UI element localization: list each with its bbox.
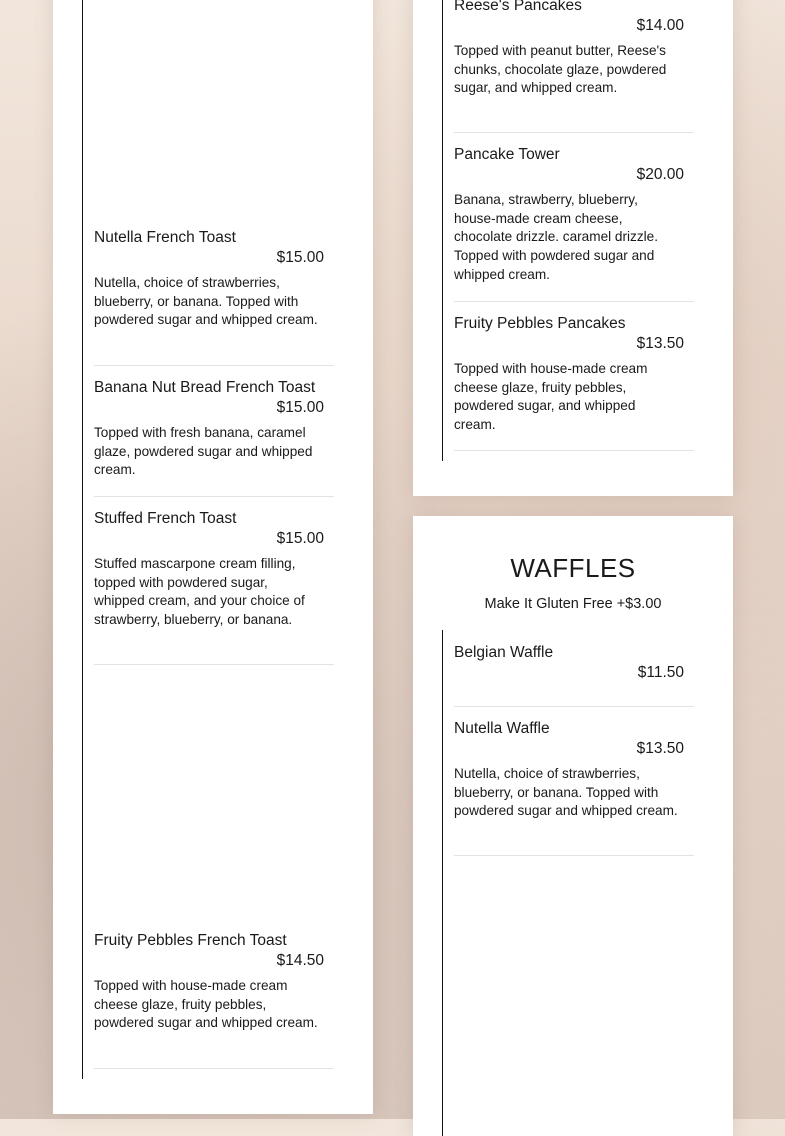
item-price: $14.00 bbox=[636, 17, 684, 34]
item-price: $15.00 bbox=[276, 399, 324, 416]
section-title: WAFFLES bbox=[510, 553, 636, 583]
item-description: Topped with peanut butter, Reese's chunks, chocolate glaze, powdered sugar, and whipped cream. bbox=[454, 43, 667, 96]
column-divider bbox=[442, 0, 443, 461]
item-name: Fruity Pebbles French Toast bbox=[94, 932, 287, 949]
item-name: Fruity Pebbles Pancakes bbox=[454, 315, 626, 332]
item-divider bbox=[94, 365, 334, 366]
item-description: Nutella, choice of strawberries, blueberry, or banana. Topped with powdered sugar and whipped cream. bbox=[454, 766, 678, 819]
item-description: Topped with house-made cream cheese glaze, fruity pebbles, powdered sugar and whipped cream. bbox=[94, 978, 318, 1031]
item-price: $13.50 bbox=[636, 335, 684, 352]
item-price: $15.00 bbox=[276, 249, 324, 266]
item-name: Stuffed French Toast bbox=[94, 510, 237, 527]
item-description: Banana, strawberry, blueberry, house-made cream cheese, chocolate drizzle. caramel drizzle. Topped with powdered sugar and whipped cream. bbox=[454, 192, 658, 282]
item-divider bbox=[454, 855, 694, 856]
item-divider bbox=[94, 664, 334, 665]
column-divider bbox=[442, 630, 443, 1136]
item-name: Nutella Waffle bbox=[454, 720, 550, 737]
item-name: Belgian Waffle bbox=[454, 644, 554, 661]
section-subtitle: Make It Gluten Free +$3.00 bbox=[484, 596, 662, 612]
waffles-card bbox=[413, 516, 733, 1136]
item-price: $11.50 bbox=[637, 664, 684, 681]
item-divider bbox=[94, 1068, 334, 1069]
item-divider bbox=[454, 450, 694, 451]
item-divider bbox=[454, 301, 694, 302]
item-name: Pancake Tower bbox=[454, 146, 560, 163]
item-price: $15.00 bbox=[276, 530, 324, 547]
item-price: $20.00 bbox=[636, 166, 684, 183]
item-divider bbox=[94, 496, 334, 497]
item-price: $13.50 bbox=[636, 740, 684, 757]
item-name: Banana Nut Bread French Toast bbox=[94, 379, 316, 396]
item-divider bbox=[454, 706, 694, 707]
item-description: Topped with house-made cream cheese glaze, fruity pebbles, powdered sugar, and whipped cream. bbox=[454, 361, 648, 433]
pancakes-card bbox=[413, 0, 733, 496]
item-description: Nutella, choice of strawberries, blueberry, or banana. Topped with powdered sugar and whipped cream. bbox=[94, 275, 318, 328]
item-price: $14.50 bbox=[276, 952, 324, 969]
item-name: Nutella French Toast bbox=[94, 229, 236, 246]
item-description: Topped with fresh banana, caramel glaze, powdered sugar and whipped cream. bbox=[94, 425, 313, 478]
item-description: Stuffed mascarpone cream filling, topped with powdered sugar, whipped cream, and your choice of strawberry, blueberry, or banana. bbox=[94, 556, 305, 628]
column-divider bbox=[82, 0, 83, 1079]
item-divider bbox=[454, 132, 694, 133]
item-name: Reese's Pancakes bbox=[454, 0, 582, 14]
french-toast-card bbox=[53, 0, 373, 1114]
